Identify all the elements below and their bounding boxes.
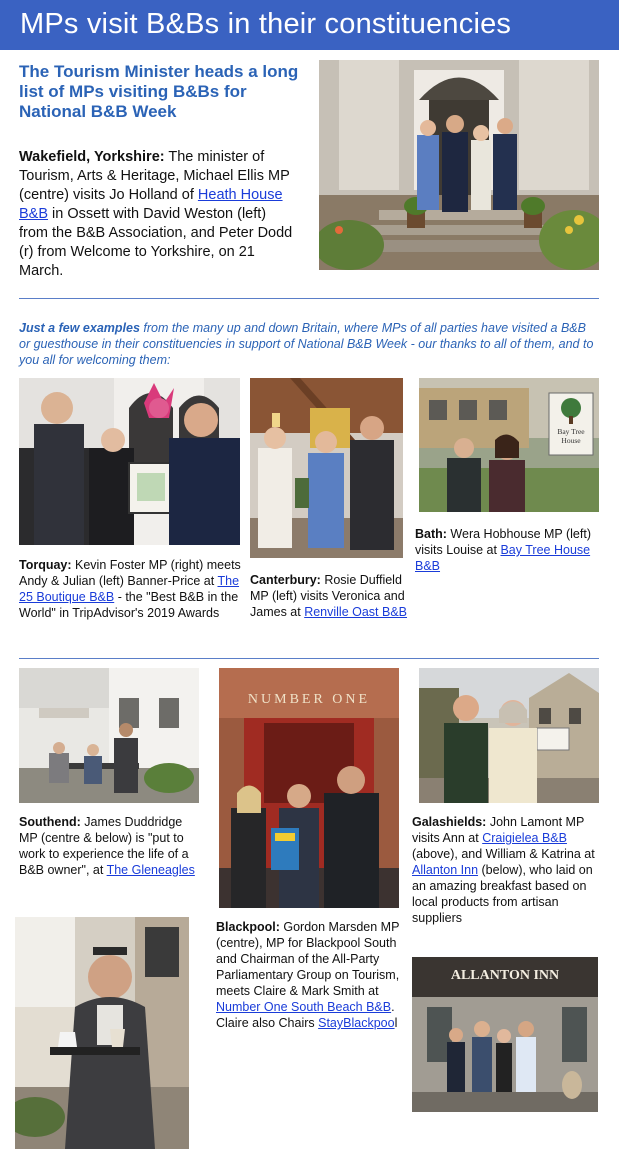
wakefield-photo <box>319 60 599 270</box>
southend-caption: Southend: James Duddridge MP (centre & below) is "put to work to experience the life of a B&B owner", at The Gleneagles <box>19 815 195 877</box>
section-divider-2 <box>19 658 599 659</box>
bay-tree-sign-text-1: Bay Tree <box>557 427 585 436</box>
bath-photo <box>419 378 599 512</box>
intro-paragraph: Just a few examples from the many up and down Britain, where MPs of all parties have visited a B&B or guesthouse in their constituencies in support of National B&B Week - our thanks to all of them, and to you all for welcoming them: <box>19 321 594 367</box>
galashields-photo <box>419 668 599 803</box>
allanton-inn-sign: ALLANTON INN <box>450 968 560 983</box>
banner-title: MPs visit B&Bs in their constituencies <box>20 8 512 40</box>
the-gleneagles-link[interactable]: The Gleneagles <box>106 863 195 877</box>
bay-tree-sign-text-2: House <box>561 436 581 445</box>
allanton-inn-link[interactable]: Allanton Inn <box>412 863 479 877</box>
torquay-photo <box>19 378 240 545</box>
lead-headline: The Tourism Minister heads a long list of MPs visiting B&Bs for National B&B Week <box>19 62 299 121</box>
bath-caption: Bath: Wera Hobhouse MP (left) visits Louise at Bay Tree House B&B <box>415 527 591 573</box>
renville-oast-link[interactable]: Renville Oast B&B <box>304 605 408 619</box>
canterbury-caption: Canterbury: Rosie Duffield MP (left) visits Veronica and James at Renville Oast B&B <box>250 573 408 619</box>
stayblackpool-link[interactable]: StayBlackpoo <box>318 1016 395 1030</box>
southend-photo-2 <box>15 917 189 1149</box>
section-divider <box>19 298 599 299</box>
newsletter-banner <box>0 0 619 50</box>
lead-caption: Wakefield, Yorkshire: The minister of Tourism, Arts & Heritage, Michael Ellis MP (centre) visits Jo Holland of Heath House B&B in Ossett with David Weston (left) from the B&B Association, and Peter Dodd (r) from Welcome to Yorkshire, on 21 March. <box>19 149 293 279</box>
lead-place: Wakefield, Yorkshire: <box>19 149 165 165</box>
the-25-boutique-link[interactable]: The 25 Boutique B&B <box>19 574 240 604</box>
bay-tree-house-link[interactable]: Bay Tree House B&B <box>415 543 591 573</box>
heath-house-link[interactable]: Heath House B&B <box>19 187 283 222</box>
craigielea-link[interactable]: Craigielea B&B <box>482 831 567 845</box>
southend-photo <box>19 668 199 803</box>
number-one-south-beach-link[interactable]: Number One South Beach B&B <box>216 1000 392 1014</box>
canterbury-photo <box>250 378 403 558</box>
galashields-caption: Galashields: John Lamont MP visits Ann at Craigielea B&B (above), and William & Katrina at Allanton Inn (below), who laid on an amazing breakfast based on local products from artisan suppliers <box>412 815 595 925</box>
blackpool-caption: Blackpool: Gordon Marsden MP (centre), MP for Blackpool South and Chairman of the All-Party Parliamentary Group on Tourism, meets Claire & Mark Smith at Number One South Beach B&B. Claire also Chairs StayBlackpool <box>216 920 400 1030</box>
torquay-caption: Torquay: Kevin Foster MP (right) meets Andy & Julian (left) Banner-Price at The 25 Boutique B&B - the "Best B&B in the World" in TripAdvisor's 2019 Awards <box>19 558 241 620</box>
number-one-sign: NUMBER ONE <box>247 692 371 707</box>
